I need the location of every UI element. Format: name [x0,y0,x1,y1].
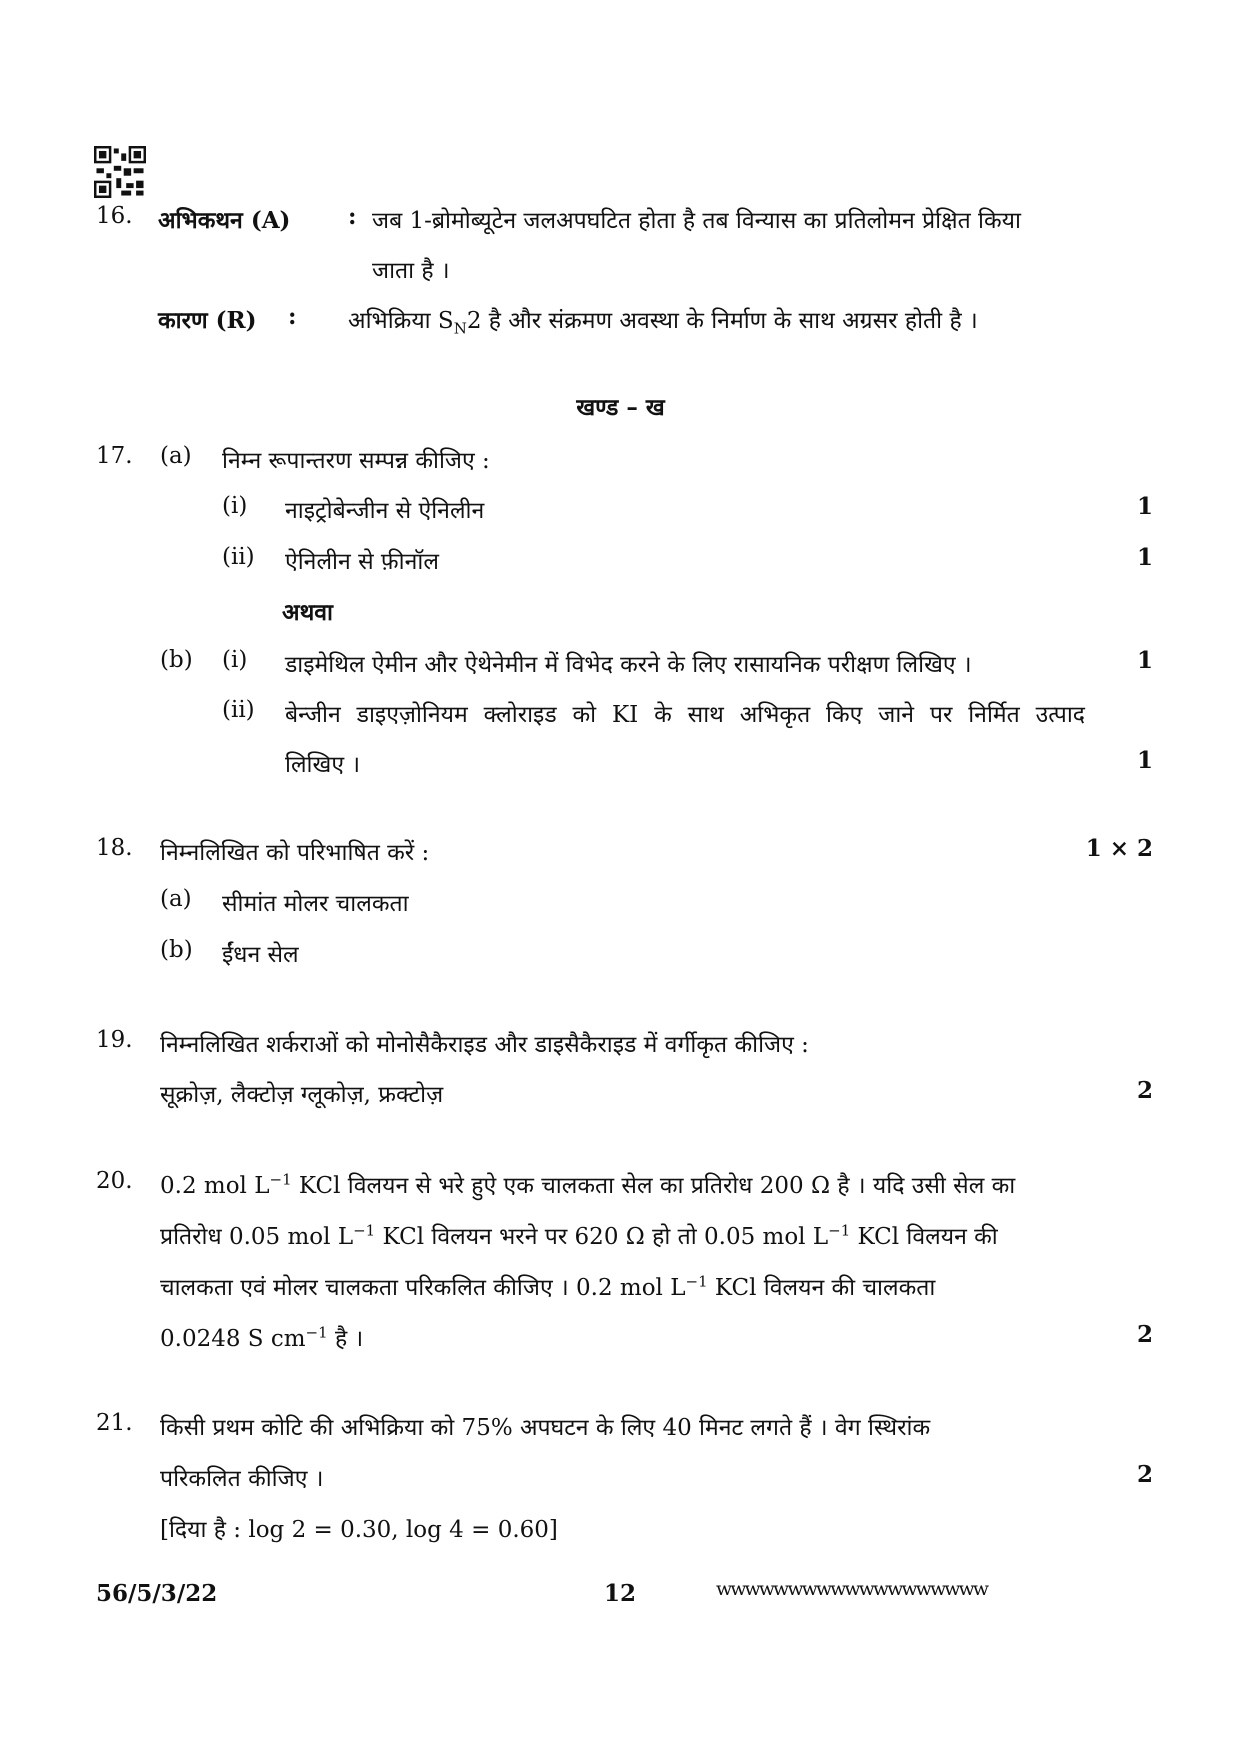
q16-assertion-line1: जब 1-ब्रोमोब्यूटेन जलअपघटित होता है तब विन्यास का प्रतिलोमन प्रेक्षित किया [372,208,1021,234]
paper-code: 56/5/3/22 [96,1580,218,1607]
footer-squiggle: wwwwwwwwwwwwwwwwwww [716,1578,988,1600]
q17-a-i-text: नाइट्रोबेन्जीन से ऐनिलीन [285,498,485,524]
qr-code-icon [94,146,146,198]
q17-number: 17. [96,443,133,469]
page-number: 12 [604,1580,637,1607]
q18-a-label: (a) [160,886,192,912]
q20-marks: 2 [1136,1321,1153,1348]
q20-line1: 0.2 mol $L^{-1}$ KCl विलयन से भरे हुऐ एक चालकता सेल का प्रतिरोध 200 Ω है । यदि उसी सेल का [160,1170,1016,1199]
q18-marks: 1 × 2 [1085,835,1153,862]
q19-line1: निम्नलिखित शर्कराओं को मोनोसैकैराइड और डाइसैकैराइड में वर्गीकृत कीजिए : [160,1032,809,1058]
q16-reason-label: कारण (R) [158,307,257,334]
q16-number: 16. [96,203,133,229]
q17-or: अथवा [282,599,334,626]
q18-b-label: (b) [160,937,193,963]
q17-a-i-marks: 1 [1136,493,1153,520]
q19-line2: सूक्रोज़, लैक्टोज़ ग्लूकोज़, फ्रक्टोज़ [160,1082,444,1108]
q17-a-ii-marks: 1 [1136,544,1153,571]
q17-b-ii-marks: 1 [1136,747,1153,774]
q21-line1: किसी प्रथम कोटि की अभिक्रिया को 75% अपघटन के लिए 40 मिनट लगते हैं । वेग स्थिरांक [160,1415,931,1441]
q17-b-ii-label: (ii) [222,697,255,723]
q18-b-text: ईंधन सेल [222,942,299,968]
q16-assertion-colon: : [348,203,357,230]
q21-given: [दिया है : log 2 = 0.30, log 4 = 0.60] [160,1517,558,1543]
q17-a-i-label: (i) [222,493,248,519]
q19-number: 19. [96,1027,133,1053]
q16-assertion-line2: जाता है । [372,258,450,284]
q17-b-i-marks: 1 [1136,647,1153,674]
q17-b-ii-line1: बेन्जीन डाइएज़ोनियम क्लोराइड को KI के साथ अभिकृत किए जाने पर निर्मित उत्पाद [285,702,1085,728]
q17-a-text: निम्न रूपान्तरण सम्पन्न कीजिए : [222,448,490,474]
q17-a-label: (a) [160,443,192,469]
q18-text: निम्नलिखित को परिभाषित करें : [160,840,430,866]
q17-a-ii-label: (ii) [222,544,255,570]
q20-line2: प्रतिरोध 0.05 mol $L^{-1}$ KCl विलयन भरने पर 620 Ω हो तो 0.05 mol $L^{-1}$ KCl विलयन की [160,1221,998,1250]
section-heading: खण्ड – ख [576,394,665,421]
q16-reason-colon: : [288,303,297,330]
q19-marks: 2 [1136,1077,1153,1104]
q16-reason-text: अभिक्रिया $S_N2$ है और संक्रमण अवस्था के निर्माण के साथ अग्रसर होती है । [348,308,978,338]
q21-number: 21. [96,1410,133,1436]
q17-b-label: (b) [160,647,193,673]
q20-line4: 0.0248 S $cm^{-1}$ है । [160,1323,364,1352]
q17-b-ii-line2: लिखिए । [285,752,361,778]
q17-b-i-text: डाइमेथिल ऐमीन और ऐथेनेमीन में विभेद करने के लिए रासायनिक परीक्षण लिखिए । [285,652,972,678]
q16-assertion-label: अभिकथन (A) [158,207,291,234]
q17-b-i-label: (i) [222,647,248,673]
q17-a-ii-text: ऐनिलीन से फ़ीनॉल [285,549,439,575]
q21-line2: परिकलित कीजिए । [160,1466,324,1492]
q18-a-text: सीमांत मोलर चालकता [222,891,409,917]
q20-line3: चालकता एवं मोलर चालकता परिकलित कीजिए । 0.2 mol $L^{-1}$ KCl विलयन की चालकता [160,1272,936,1301]
q21-marks: 2 [1136,1461,1153,1488]
q18-number: 18. [96,835,133,861]
q20-number: 20. [96,1168,133,1194]
